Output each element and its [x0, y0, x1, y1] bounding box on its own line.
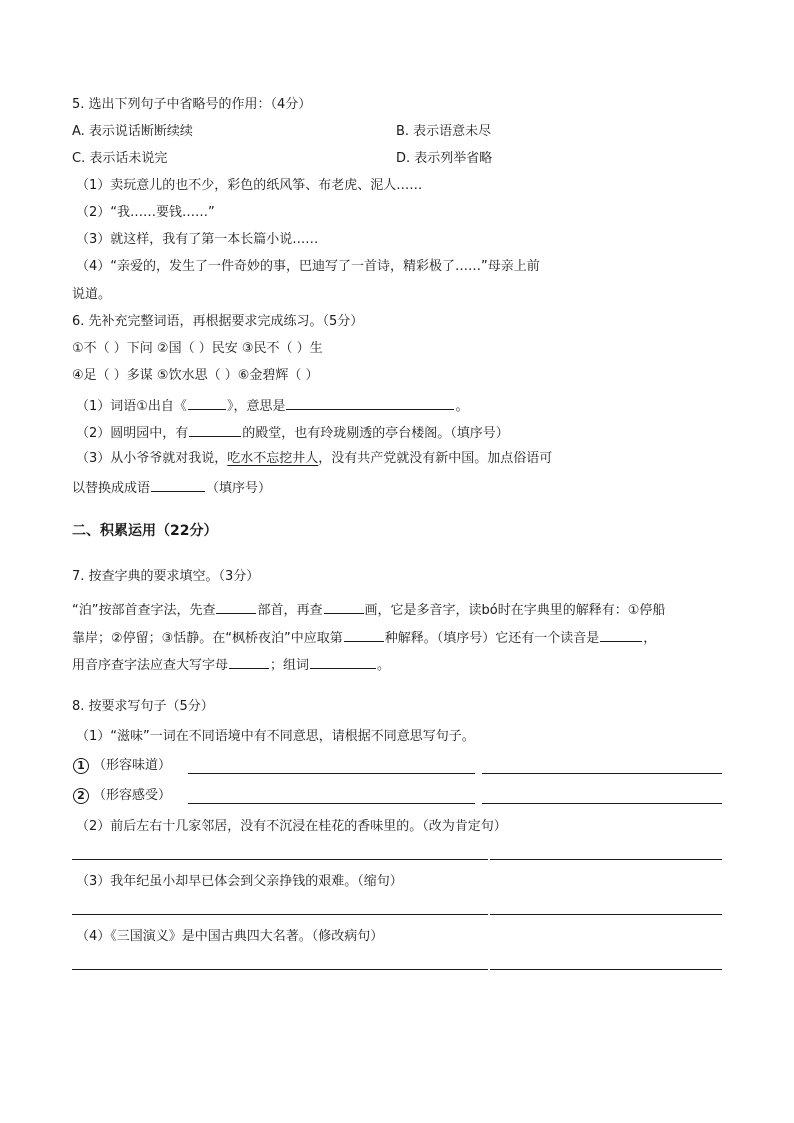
- q7-text-2: 部首，再查: [257, 603, 323, 618]
- q5-item-2: （2）“我……要钱……”: [76, 205, 215, 220]
- q7-reading-blank[interactable]: [600, 626, 642, 642]
- q5-item-1: （1）卖玩意儿的也不少，彩色的纸风筝、布老虎、泥人……: [76, 178, 423, 193]
- q5-item-3: （3）就这样，我有了第一本长篇小说……: [76, 232, 319, 247]
- q6-sub2-text-a: （2）圆明园中，有: [76, 426, 189, 441]
- q8-sub2-answer-line-a[interactable]: [72, 859, 488, 860]
- q6-sub3-text-a: （3）从小爷爷就对我说，: [76, 451, 228, 466]
- q7-text-6: ，: [643, 631, 657, 646]
- q5-item-4: （4）“亲爱的，发生了一件奇妙的事，巴迪写了一首诗，精彩极了……”母亲上前: [76, 259, 540, 274]
- q7-text-8: ；组词: [270, 658, 310, 673]
- q8-sub4-answer-line-b[interactable]: [490, 969, 722, 970]
- q6-words-row1: ①不（ ）下问 ②国（ ）民安 ③民不（ ）生: [72, 341, 323, 356]
- q8-sub2-answer-line-b[interactable]: [490, 859, 722, 860]
- q8-taste-label: （形容味道）: [93, 758, 172, 773]
- q8-taste-row: [73, 756, 171, 776]
- q5-option-d: D. 表示列举省略: [396, 151, 493, 166]
- q6-sub1-text-c: 。: [455, 399, 469, 414]
- q6-sub3-cont: [72, 476, 271, 499]
- q6-sub3-text-b: ，没有共产党就没有新中国。加点俗语可: [318, 451, 553, 466]
- q8-sub3-answer-line-a[interactable]: [72, 914, 488, 915]
- q8-title: 8. 按要求写句子（5分）: [72, 699, 214, 714]
- q7-text-4: 靠岸；②停留；③恬静。在“枫桥夜泊”中应取第: [72, 631, 343, 646]
- q7-meaning-blank[interactable]: [344, 626, 384, 642]
- q8-feeling-answer-line-a[interactable]: [188, 803, 475, 804]
- q6-title: 6. 先补充完整词语，再根据要求完成练习。（5分）: [72, 314, 364, 329]
- q6-words-row2: ④足（ ）多谋 ⑤饮水思（ ）⑥金碧辉（ ）: [72, 368, 319, 383]
- q5-option-a: A. 表示说话断断续续: [72, 124, 193, 139]
- q8-sub4: （4）《三国演义》是中国古典四大名著。（修改病句）: [76, 929, 384, 944]
- q6-sub3-text-c: 以替换成成语: [72, 481, 151, 496]
- q7-title: 7. 按查字典的要求填空。（3分）: [72, 569, 260, 584]
- q6-sub1-text-b: 》，意思是: [226, 399, 286, 414]
- q8-taste-answer-line-a[interactable]: [188, 773, 475, 774]
- q5-item-4-cont: 说道。: [72, 287, 112, 302]
- q8-sub2: （2）前后左右十几家邻居，没有不沉浸在桂花的香味里的。（改为肯定句）: [76, 819, 507, 834]
- q6-sub2: [76, 421, 509, 444]
- q6-sub1: [76, 394, 468, 417]
- q8-circle-number-1: 1: [73, 758, 89, 774]
- q7-letter-blank[interactable]: [229, 653, 269, 669]
- q8-feeling-answer-line-b[interactable]: [482, 803, 722, 804]
- q8-sub3-answer-line-b[interactable]: [490, 914, 722, 915]
- q7-line1: [72, 598, 665, 621]
- q6-sub2-blank[interactable]: [189, 421, 241, 437]
- q6-sub1-text-a: （1）词语①出自《: [76, 399, 187, 414]
- q7-text-5: 种解释。（填序号）它还有一个读音是: [384, 631, 600, 646]
- q6-sub2-text-b: 的殿堂，也有玲珑剔透的亭台楼阁。（填序号）: [242, 426, 509, 441]
- q5-title: 5. 选出下列句子中省略号的作用：（4分）: [72, 97, 312, 112]
- q8-taste-answer-line-b[interactable]: [482, 773, 722, 774]
- q6-sub3-dotted-saying: 吃水不忘挖井人: [227, 451, 319, 466]
- q7-line2: [72, 626, 656, 649]
- q8-feeling-label: （形容感受）: [93, 788, 172, 803]
- q7-radical-blank[interactable]: [216, 598, 256, 614]
- q7-text-1: “泊”按部首查字法，先查: [72, 603, 216, 618]
- q7-strokes-blank[interactable]: [324, 598, 364, 614]
- q7-text-9: 。: [377, 658, 391, 673]
- q7-text-3: 画，它是多音字，读bó时在字典里的解释有：①停船: [364, 603, 666, 618]
- q6-sub3: [76, 449, 552, 469]
- q6-source-blank[interactable]: [188, 394, 226, 410]
- q8-sub1: （1）“滋味”一词在不同语境中有不同意思，请根据不同意思写句子。: [76, 729, 475, 744]
- q6-meaning-blank[interactable]: [286, 394, 454, 410]
- q7-word-blank[interactable]: [310, 653, 376, 669]
- q8-sub4-answer-line-a[interactable]: [72, 969, 488, 970]
- q6-sub3-blank[interactable]: [151, 476, 205, 492]
- q6-sub3-text-d: （填序号）: [206, 481, 272, 496]
- q7-text-7: 用音序查字法应查大写字母: [72, 658, 229, 673]
- q8-sub3: （3）我年纪虽小却早已体会到父亲挣钱的艰难。（缩句）: [76, 874, 403, 889]
- q7-line3: [72, 653, 390, 676]
- q8-circle-number-2: 2: [73, 788, 89, 804]
- section-heading: 二、积累运用（22分）: [72, 523, 218, 539]
- q5-option-b: B. 表示语意未尽: [396, 124, 492, 139]
- q8-feeling-row: [73, 786, 171, 806]
- q5-option-c: C. 表示话未说完: [72, 151, 168, 166]
